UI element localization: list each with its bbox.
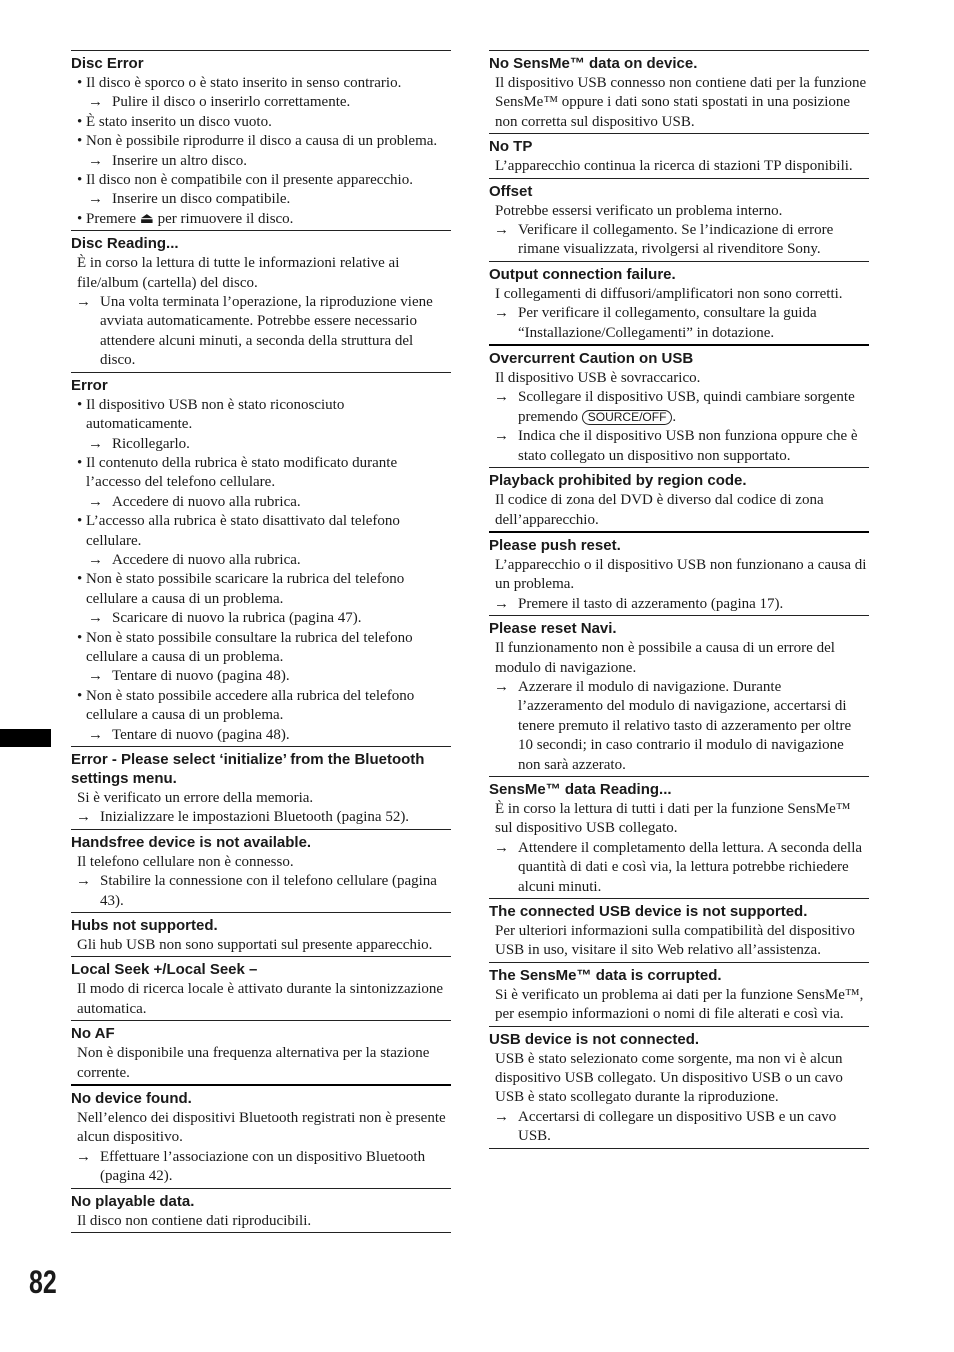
remedy-text: → Premere il tasto di azzeramento (pagina 17). bbox=[489, 595, 869, 614]
message-entry-local-seek-local-seek bbox=[71, 956, 451, 1020]
remedy-text: → Verificare il collegamento. Se l’indicazione di errore rimane visualizzata, rivolgersi al rivenditore Sony. bbox=[489, 221, 869, 260]
remedy-text: → Indica che il dispositivo USB non funziona oppure che è stato collegato un dispositivo non supportato. bbox=[489, 427, 869, 466]
message-entry-no-af bbox=[71, 1020, 451, 1084]
message-entry-error bbox=[71, 372, 451, 746]
message-title: The connected USB device is not supported. bbox=[489, 903, 808, 920]
description-text: Il codice di zona del DVD è diverso dal codice di zona dell’apparecchio. bbox=[495, 492, 824, 528]
description-text: L’apparecchio o il dispositivo USB non funzionano a causa di un problema. bbox=[495, 556, 867, 593]
left-column bbox=[71, 50, 451, 1233]
cause-bullet: • Il contenuto della rubrica è stato modificato durante l’accesso del telefono cellulare. bbox=[71, 454, 451, 493]
message-title: The SensMe™ data is corrupted. bbox=[489, 966, 722, 984]
message-title: Local Seek +/Local Seek – bbox=[71, 961, 258, 979]
message-title: Disc Reading... bbox=[71, 235, 179, 253]
right-column bbox=[489, 50, 869, 1149]
message-title: Hubs not supported. bbox=[71, 917, 218, 935]
description-text: Si è verificato un errore della memoria. bbox=[77, 790, 314, 806]
message-title: No AF bbox=[71, 1025, 115, 1043]
remedy-text: → Scaricare di nuovo la rubrica (pagina 47). bbox=[71, 609, 451, 628]
message-title: Disc Error bbox=[71, 55, 144, 72]
cause-bullet: • È stato inserito un disco vuoto. bbox=[71, 113, 451, 132]
message-entry-the-connected-usb-device-is-not-supporte bbox=[489, 898, 869, 962]
remedy-text: → Accedere di nuovo alla rubrica. bbox=[71, 493, 451, 512]
message-entry-handsfree-device-is-not-available bbox=[71, 829, 451, 912]
message-entry-disc-error bbox=[71, 50, 451, 230]
message-entry-no-playable-data bbox=[71, 1188, 451, 1233]
description-text: Si è verificato un problema ai dati per la funzione SensMe™, per esempio informazioni o nomi di file alterati e così via. bbox=[495, 986, 864, 1023]
message-entry-please-push-reset bbox=[489, 531, 869, 615]
description-text: Il telefono cellulare non è connesso. bbox=[77, 853, 294, 870]
message-title: USB device is not connected. bbox=[489, 1030, 700, 1048]
description-text: Il funzionamento non è possibile a causa di un errore del modulo di navigazione. bbox=[495, 640, 835, 676]
remedy-text: → Attendere il completamento della lettura. A seconda della quantità di dati e così via, la lettura potrebbe richiedere alcuni minuti. bbox=[489, 839, 869, 897]
remedy-text-part: Scollegare il dispositivo USB, quindi cambiare sorgente premendo bbox=[518, 389, 855, 425]
remedy-text: → Stabilire la connessione con il telefono cellulare (pagina 43). bbox=[71, 872, 451, 911]
message-entry-offset bbox=[489, 178, 869, 261]
message-entry-no-sensme-data-on-device bbox=[489, 50, 869, 133]
message-entry-no-tp bbox=[489, 133, 869, 177]
cause-bullet: • Non è stato possibile accedere alla rubrica del telefono cellulare a causa di un problema. bbox=[71, 687, 451, 726]
remedy-text: → Inserire un altro disco. bbox=[71, 152, 451, 171]
message-title: Overcurrent Caution on USB bbox=[489, 350, 694, 368]
message-entry-output-connection-failure bbox=[489, 261, 869, 344]
remedy-text: → Accedere di nuovo alla rubrica. bbox=[71, 551, 451, 570]
message-entry-please-reset-navi bbox=[489, 615, 869, 776]
description-text: Gli hub USB non sono supportati sul presente apparecchio. bbox=[77, 937, 433, 954]
description-text: È in corso la lettura di tutti i dati per la funzione SensMe™ sul dispositivo USB collegato. bbox=[495, 800, 851, 837]
message-entry-the-sensme-data-is-corrupted bbox=[489, 962, 869, 1026]
message-title: SensMe™ data Reading... bbox=[489, 780, 672, 798]
source-off-key-label: SOURCE/OFF bbox=[582, 410, 673, 425]
description-text: I collegamenti di diffusori/amplificatori non sono corretti. bbox=[495, 285, 843, 302]
message-title: Please reset Navi. bbox=[489, 620, 617, 638]
remedy-text: → Inserire un disco compatibile. bbox=[71, 190, 451, 209]
remedy-text-end: . bbox=[672, 408, 677, 425]
description-text: Il modo di ricerca locale è attivato durante la sintonizzazione automatica. bbox=[77, 981, 444, 1017]
message-title: Please push reset. bbox=[489, 536, 621, 554]
message-title: No SensMe™ data on device. bbox=[489, 55, 698, 72]
message-entry-sensme-data-reading bbox=[489, 776, 869, 898]
description-text: L’apparecchio continua la ricerca di stazioni TP disponibili. bbox=[495, 158, 853, 175]
message-entry-hubs-not-supported bbox=[71, 912, 451, 956]
description-text: USB è stato selezionato come sorgente, ma non vi è alcun dispositivo USB collegato. Un dispositivo USB o un cavo USB è stato scollegato durante la riproduzione. bbox=[495, 1050, 843, 1106]
page-number: 82 bbox=[29, 1264, 57, 1300]
description-text: Non è disponibile una frequenza alternativa per la stazione corrente. bbox=[77, 1045, 430, 1081]
cause-bullet: • L’accesso alla rubrica è stato disattivato dal telefono cellulare. bbox=[71, 512, 451, 551]
remedy-text: → Pulire il disco o inserirlo correttamente. bbox=[71, 93, 451, 112]
description-text: Il dispositivo USB connesso non contiene dati per la funzione SensMe™ oppure i dati sono stati spostati in una posizione non corretta sul dispositivo USB. bbox=[495, 75, 867, 130]
remedy-text: → Una volta terminata l’operazione, la riproduzione viene avviata automaticamente. Potrebbe essere necessario attendere alcuni minuti, a seconda della struttura del disco. bbox=[71, 293, 451, 371]
description-text: È in corso la lettura di tutte le informazioni relative ai file/album (cartella) del disco. bbox=[77, 255, 400, 291]
message-title: No playable data. bbox=[71, 1192, 195, 1210]
description-text: Il disco non contiene dati riproducibili. bbox=[77, 1212, 312, 1229]
message-title: Error bbox=[71, 376, 108, 394]
message-title: Handsfree device is not available. bbox=[71, 833, 312, 851]
message-entry-playback-prohibited-by-region-code bbox=[489, 467, 869, 531]
message-title: Offset bbox=[489, 182, 533, 200]
remedy-text: → Inizializzare le impostazioni Bluetooth (pagina 52). bbox=[71, 808, 451, 827]
message-title: Output connection failure. bbox=[489, 265, 676, 283]
remedy-text: → Accertarsi di collegare un dispositivo USB e un cavo USB. bbox=[489, 1108, 869, 1147]
cause-bullet: • Il disco è sporco o è stato inserito in senso contrario. bbox=[71, 74, 451, 93]
cause-bullet: • Premere ⏏ per rimuovere il disco. bbox=[71, 210, 451, 229]
message-title: Playback prohibited by region code. bbox=[489, 472, 747, 490]
message-title: Error - Please select ‘initialize’ from the Bluetooth settings menu. bbox=[71, 751, 425, 787]
cause-bullet: • Non è stato possibile consultare la rubrica del telefono cellulare a causa di un problema. bbox=[71, 629, 451, 668]
description-text: Il dispositivo USB è sovraccarico. bbox=[495, 370, 701, 387]
remedy-text: → Tentare di nuovo (pagina 48). bbox=[71, 726, 451, 745]
remedy-text: → Per verificare il collegamento, consultare la guida “Installazione/Collegamenti” in dotazione. bbox=[489, 304, 869, 343]
message-title: No TP bbox=[489, 138, 533, 156]
description-text: Potrebbe essersi verificato un problema interno. bbox=[495, 202, 783, 219]
message-entry-error-please-select-initialize-from-the- bbox=[71, 746, 451, 829]
remedy-text: → Ricollegarlo. bbox=[71, 435, 451, 454]
description-text: Per ulteriori informazioni sulla compatibilità del dispositivo USB in uso, visitare il sito Web relativo all’assistenza. bbox=[495, 923, 855, 959]
cause-bullet: • Il dispositivo USB non è stato riconosciuto automaticamente. bbox=[71, 396, 451, 435]
cause-bullet: • Non è stato possibile scaricare la rubrica del telefono cellulare a causa di un problema. bbox=[71, 570, 451, 609]
description-text: Nell’elenco dei dispositivi Bluetooth registrati non è presente alcun dispositivo. bbox=[77, 1110, 446, 1146]
cause-bullet: • Il disco non è compatibile con il presente apparecchio. bbox=[71, 171, 451, 190]
remedy-text: → Effettuare l’associazione con un dispositivo Bluetooth (pagina 42). bbox=[71, 1148, 451, 1187]
section-tab-marker bbox=[0, 729, 51, 747]
cause-bullet: • Non è possibile riprodurre il disco a causa di un problema. bbox=[71, 132, 451, 151]
message-title: No device found. bbox=[71, 1090, 192, 1108]
message-entry-overcurrent-caution-on-usb bbox=[489, 344, 869, 467]
remedy-text: → Tentare di nuovo (pagina 48). bbox=[71, 667, 451, 686]
message-entry-disc-reading bbox=[71, 230, 451, 371]
message-entry-no-device-found bbox=[71, 1084, 451, 1188]
message-entry-usb-device-is-not-connected bbox=[489, 1026, 869, 1149]
remedy-text bbox=[489, 388, 869, 427]
remedy-text: → Azzerare il modulo di navigazione. Durante l’azzeramento del modulo di navigazione, accertarsi di tenere premuto il relativo tasto di azzeramento per oltre 10 secondi; in caso contrario il modulo di navigazione non sarà azzerato. bbox=[489, 678, 869, 775]
